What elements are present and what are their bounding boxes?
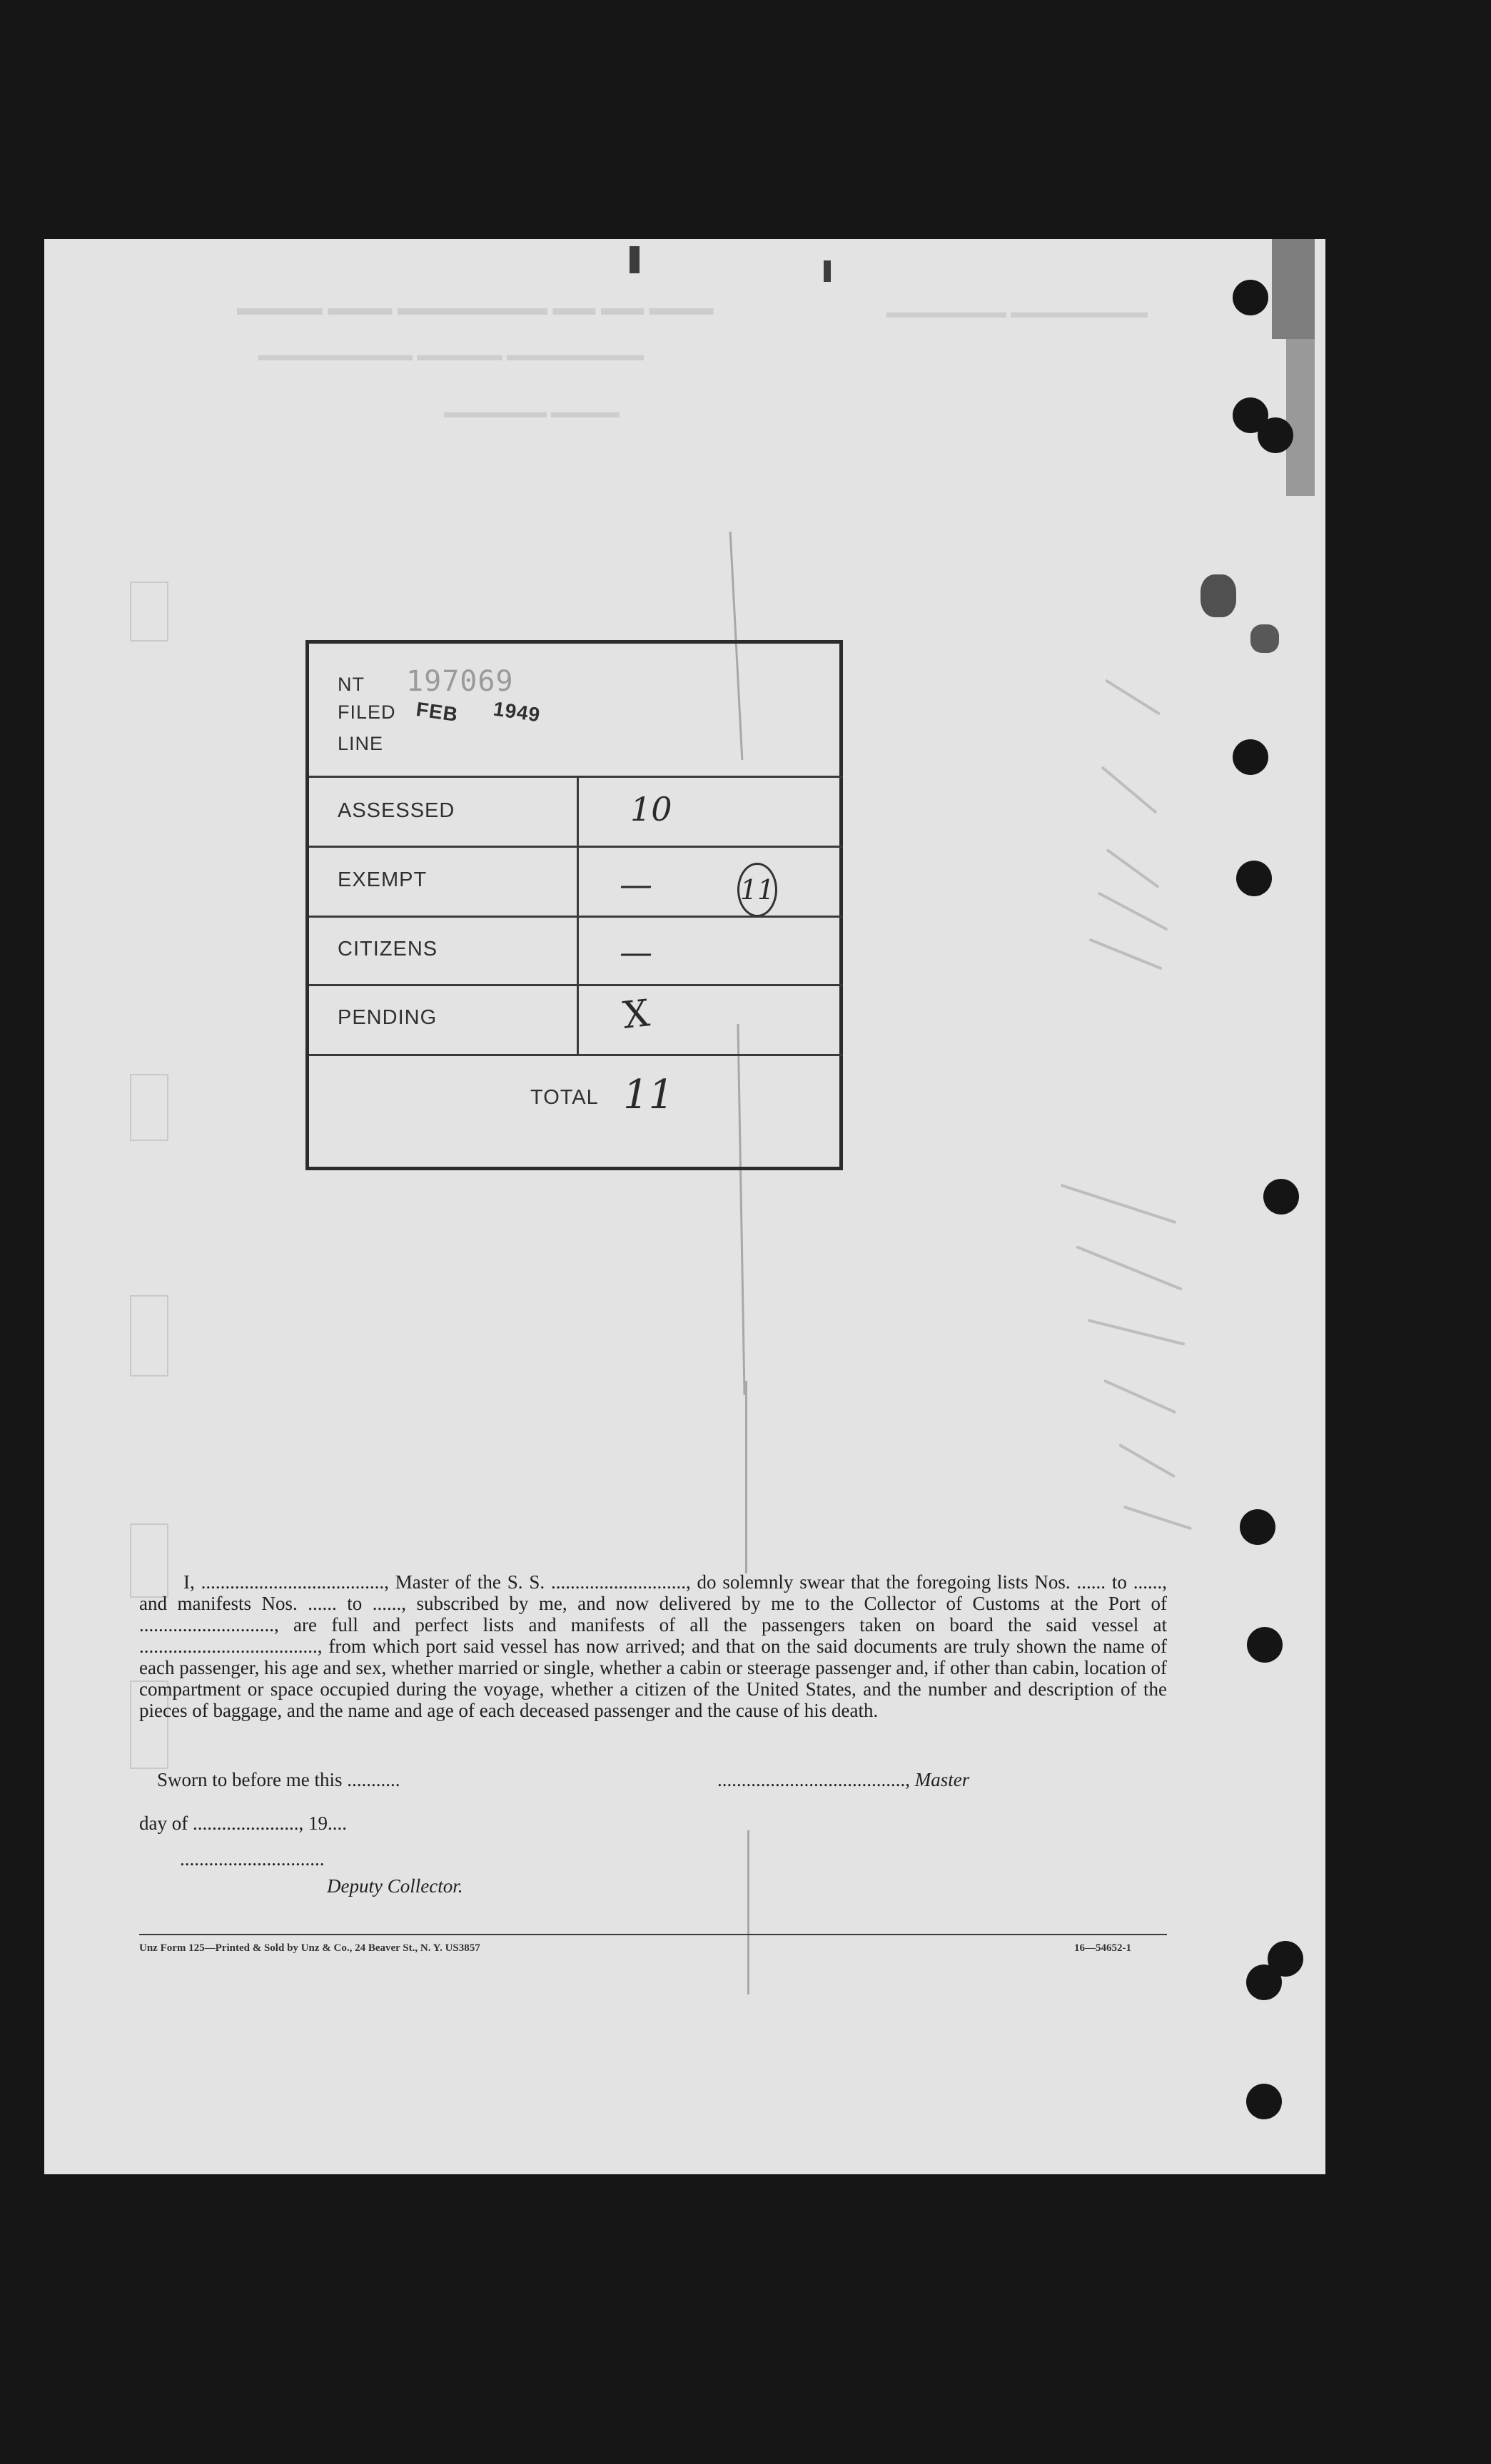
day-line: day of ......................, 19.... [139,1812,347,1834]
stamp-column-divider [577,776,579,1055]
bleed-through-block [130,1074,168,1141]
faint-stroke [1101,766,1157,813]
filed-label: FILED FEB 1949 [338,697,542,726]
form-number: 16—54652-1 [1074,1942,1131,1954]
exempt-label: EXEMPT [338,868,428,891]
stamp-divider [309,846,843,848]
pending-value: X [620,992,652,1038]
form-publisher-note: Unz Form 125—Printed & Sold by Unz & Co., 24 Beaver St., N. Y. US3857 [139,1942,480,1954]
manifest-page [44,239,1325,2174]
faint-stroke [1123,1506,1192,1531]
ink-smudge [1286,339,1315,496]
faint-pencil-line [747,1830,749,1994]
bleed-through-text: ▬▬▬▬ ▬▬▬ ▬▬▬▬▬▬▬ ▬▬ ▬▬ ▬▬▬ [237,296,714,320]
stamp-divider [309,984,843,986]
punch-hole [1233,739,1268,775]
punch-hole [1240,1509,1275,1545]
circled-count: 11 [737,863,777,917]
faint-stroke [1061,1184,1177,1224]
assessed-value: 10 [630,790,672,828]
ink-smudge [630,246,640,273]
nt-label: NT 197069 [338,665,514,698]
ink-smudge [824,260,831,282]
filing-stamp [305,640,843,1170]
filed-date-year: 1949 [491,697,542,726]
faint-stroke [1118,1444,1176,1478]
master-oath-paragraph: I, ......................................, Master of the S. S. ............................, do solemnly swear that the foregoing lists Nos. ...... to ......, and manifests Nos. ...... to ......, subscribed by me, and now delivered by me to the Collector of Customs at the Port of ............................, are full and perfect lists and manifests of all the passengers taken on board the said vessel at ....................................., from which port said vessel has now arrived; and that on the said documents are truly shown the name of each passenger, his age and sex, whether married or single, whether a cabin or steerage passenger and, if other than cabin, location of compartment or space occupied during the voyage, whether a citizen of the United States, and the number and description of the pieces of baggage, and the name and age of each deceased passenger and the cause of his death. [139,1571,1167,1721]
faint-stroke [1088,938,1162,970]
exempt-value: — [620,865,652,903]
stamp-divider [309,776,843,778]
punch-hole [1246,2084,1282,2119]
filed-date-month: FEB [415,698,460,726]
faint-stroke [1103,1379,1176,1414]
line-label: LINE [338,733,384,754]
faint-pencil-line [745,1381,747,1573]
citizens-label: CITIZENS [338,938,438,960]
punch-hole [1236,861,1272,896]
ink-smudge [1272,239,1315,339]
pending-label: PENDING [338,1006,438,1029]
punch-hole [1246,1964,1282,2000]
punch-hole [1263,1179,1299,1215]
assessed-label: ASSESSED [338,799,455,822]
bleed-through-text: ▬▬▬▬▬▬▬ ▬▬▬▬▬▬▬▬ [886,303,1148,322]
nt-number: 197069 [406,665,514,698]
bleed-through-text: ▬▬▬▬▬▬▬▬▬ ▬▬▬▬▬ ▬▬▬▬▬▬▬▬ [258,346,644,365]
faint-stroke [1106,848,1159,888]
bleed-through-block [130,582,168,642]
citizens-value: — [620,933,652,971]
master-signature-line [717,1769,969,1791]
punch-hole [1233,280,1268,315]
ink-smudge [1201,574,1236,617]
footer-rule [139,1934,1167,1935]
punch-hole [1258,417,1293,453]
deputy-collector-label: Deputy Collector. [327,1875,463,1897]
deputy-signature-dots: .............................. [180,1848,325,1870]
master-signature-dots: ......................................., [717,1769,910,1790]
master-label: Master [914,1769,970,1790]
sworn-line: Sworn to before me this ........... [157,1769,400,1790]
faint-stroke [1105,679,1161,715]
total-value: 11 [623,1072,674,1118]
stamp-divider [309,1054,843,1056]
punch-hole [1247,1627,1283,1663]
total-label: TOTAL [530,1086,599,1109]
faint-stroke [1076,1245,1183,1291]
bleed-through-text: ▬▬▬▬▬▬ ▬▬▬▬ [444,403,620,422]
faint-stroke [1088,1319,1186,1346]
bleed-through-block [130,1295,168,1377]
ink-smudge [1250,624,1279,653]
faint-stroke [1097,891,1168,931]
